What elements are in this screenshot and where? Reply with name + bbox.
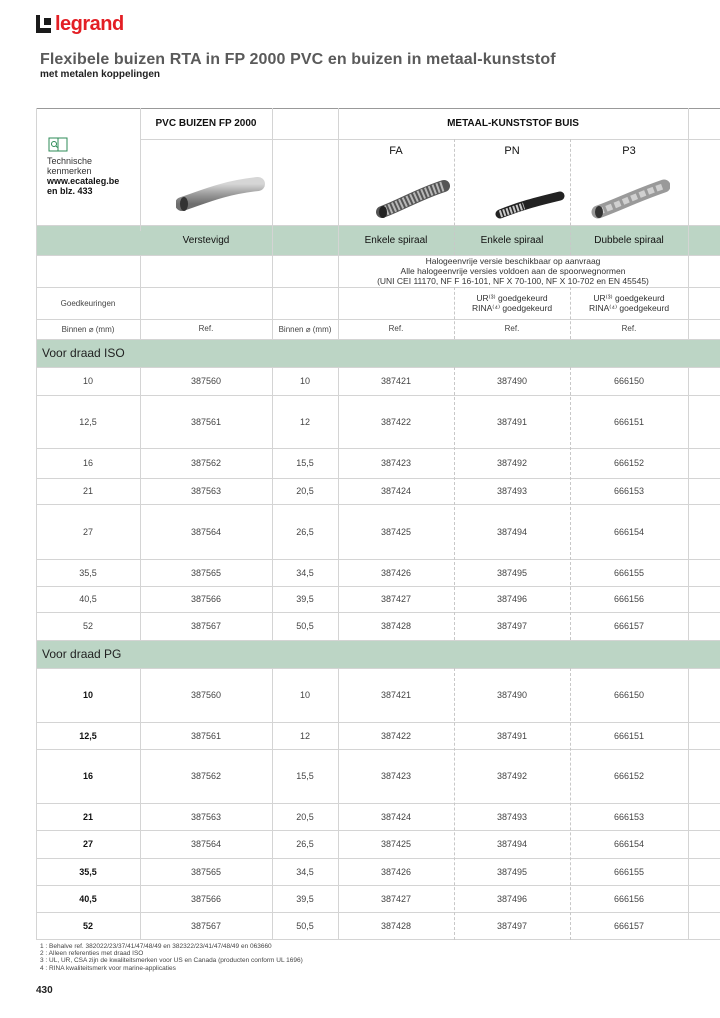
table-cell: 666152 [613, 771, 645, 781]
tech-page: en blz. 433 [47, 186, 93, 196]
table-cell: 666155 [613, 866, 645, 877]
type-pn: Enkele spiraal [480, 234, 544, 246]
colhead-ref-pvc: Ref. [198, 323, 214, 333]
table-cell: 387497 [496, 621, 528, 631]
tech-line-1: Technische [47, 156, 93, 166]
table-cell: 387425 [380, 839, 412, 849]
page-title: Flexibele buizen RTA in FP 2000 PVC en buizen in metaal-kunststof [40, 51, 556, 68]
table-cell: 387490 [496, 376, 528, 386]
header-p3: P3 [622, 145, 636, 157]
table-cell: 666156 [613, 594, 645, 604]
table-cell: 21 [82, 811, 93, 822]
table-cell: 387490 [496, 690, 528, 700]
table-cell: 387496 [496, 893, 528, 904]
page-number: 430 [36, 985, 53, 996]
table-cell: 26,5 [296, 526, 314, 537]
colhead-diameter-metal: Binnen ⌀ (mm) [278, 324, 332, 334]
table-cell: 387493 [496, 486, 528, 496]
type-p3: Dubbele spiraal [594, 234, 664, 246]
table-cell: 39,5 [296, 893, 314, 904]
halogen-line-3: (UNI CEI 11170, NF F 16-101, NF X 70-100, NF X 10-702 en EN 45545) [377, 276, 649, 286]
table-cell: 387566 [190, 893, 222, 904]
table-cell: 666150 [613, 376, 645, 386]
table-cell: 35,5 [79, 567, 97, 578]
table-cell: 387427 [380, 893, 412, 904]
table-cell: 387564 [190, 526, 222, 537]
type-pvc: Verstevigd [182, 234, 230, 246]
product-table [36, 108, 720, 940]
table-cell: 16 [82, 458, 93, 468]
table-cell: 15,5 [296, 771, 314, 781]
table-cell: 387425 [380, 526, 412, 537]
table-cell: 15,5 [296, 458, 314, 468]
table-cell: 387560 [190, 690, 222, 700]
table-cell: 387562 [190, 458, 222, 468]
table-cell: 387426 [380, 567, 412, 578]
table-cell: 12 [299, 730, 310, 741]
header-fa: FA [389, 145, 403, 157]
table-cell: 387494 [496, 526, 528, 537]
pn-conduit-image [490, 182, 568, 222]
tech-line-2: kenmerken [47, 166, 92, 176]
approvals-pn-line-1: UR⁽³⁾ goedgekeurd [476, 293, 548, 303]
table-cell: 666153 [613, 811, 645, 822]
table-cell: 666155 [613, 567, 645, 578]
table-cell: 34,5 [296, 567, 314, 578]
colhead-ref-fa: Ref. [388, 323, 404, 333]
table-cell: 666157 [613, 920, 645, 931]
table-cell: 666153 [613, 486, 645, 496]
table-cell: 27 [82, 526, 93, 537]
brand-name: legrand [55, 13, 124, 35]
table-cell: 387562 [190, 771, 222, 781]
table-cell: 12,5 [79, 416, 97, 427]
table-cell: 387494 [496, 839, 528, 849]
approvals-p3-line-2: RINA⁽⁴⁾ goedgekeurd [588, 303, 670, 313]
page-subtitle: met metalen koppelingen [40, 69, 161, 80]
table-cell: 10 [299, 376, 310, 386]
table-cell: 387421 [380, 376, 412, 386]
footnote-4: 4 : RINA kwaliteitsmerk voor marine-applicaties [40, 964, 176, 972]
table-cell: 666151 [613, 416, 645, 427]
table-cell: 387560 [190, 376, 222, 386]
approvals-label: Goedkeuringen [60, 298, 116, 308]
table-cell: 387495 [496, 866, 528, 877]
table-cell: 50,5 [296, 621, 314, 631]
table-cell: 387567 [190, 621, 222, 631]
table-cell: 666152 [613, 458, 645, 468]
approvals-pn [454, 287, 570, 319]
technical-info [47, 156, 119, 196]
table-cell: 20,5 [296, 811, 314, 822]
table-cell: 387565 [190, 866, 222, 877]
table-cell: 387561 [190, 730, 222, 741]
colhead-ref-pn: Ref. [504, 323, 520, 333]
table-cell: 12,5 [79, 730, 97, 741]
type-fa: Enkele spiraal [364, 234, 428, 246]
colhead-ref-p3: Ref. [621, 323, 637, 333]
table-cell: 387491 [496, 730, 528, 741]
fa-conduit-image [374, 176, 450, 222]
table-cell: 387564 [190, 839, 222, 849]
table-cell: 387566 [190, 594, 222, 604]
table-cell: 387496 [496, 594, 528, 604]
table-cell: 35,5 [79, 866, 97, 877]
header-pvc: PVC BUIZEN FP 2000 [155, 118, 257, 129]
table-cell: 21 [82, 486, 93, 496]
table-cell: 387424 [380, 811, 412, 822]
approvals-p3-line-1: UR⁽³⁾ goedgekeurd [593, 293, 665, 303]
header-metal: METAAL-KUNSTSTOF BUIS [447, 118, 579, 129]
halogen-line-1: Halogeenvrije versie beschikbaar op aanvraag [425, 256, 601, 266]
table-cell: 387567 [190, 920, 222, 931]
table-cell: 20,5 [296, 486, 314, 496]
table-cell: 40,5 [79, 594, 97, 604]
section-title-pg: Voor draad PG [42, 647, 122, 661]
table-cell: 387563 [190, 486, 222, 496]
catalog-book-icon [48, 137, 68, 153]
table-cell: 387428 [380, 621, 412, 631]
section-band-pg [36, 640, 720, 668]
table-cell: 387491 [496, 416, 528, 427]
table-cell: 387492 [496, 458, 528, 468]
table-cell: 387561 [190, 416, 222, 427]
table-cell: 387421 [380, 690, 412, 700]
table-cell: 387497 [496, 920, 528, 931]
table-cell: 387565 [190, 567, 222, 578]
table-cell: 34,5 [296, 866, 314, 877]
p3-conduit-image [590, 174, 670, 222]
footnote-1: 1 : Behalve ref. 382022/23/37/41/47/48/49 en 382322/23/41/47/48/49 en 063660 [40, 943, 272, 950]
table-cell: 26,5 [296, 839, 314, 849]
footnote-2: 2 : Alleen referenties met draad ISO [40, 950, 144, 958]
halogen-note [338, 255, 688, 287]
legrand-mark-icon [36, 15, 51, 33]
table-cell: 387423 [380, 458, 412, 468]
table-cell: 666154 [613, 839, 645, 849]
table-cell: 39,5 [296, 594, 314, 604]
approvals-pn-line-2: RINA⁽⁴⁾ goedgekeurd [471, 303, 553, 313]
legrand-logo [36, 14, 124, 34]
section-band-iso [36, 339, 720, 367]
table-cell: 387427 [380, 594, 412, 604]
table-cell: 666154 [613, 526, 645, 537]
pvc-conduit-image [176, 174, 266, 218]
table-cell: 12 [299, 416, 310, 427]
table-cell: 387493 [496, 811, 528, 822]
table-cell: 27 [82, 839, 93, 849]
table-cell: 16 [82, 771, 93, 781]
table-cell: 387428 [380, 920, 412, 931]
halogen-line-2: Alle halogeenvrije versies voldoen aan de spoorwegnormen [400, 266, 626, 276]
table-cell: 666157 [613, 621, 645, 631]
tech-link[interactable]: www.ecataleg.be [47, 176, 120, 186]
section-title-iso: Voor draad ISO [42, 346, 125, 360]
table-cell: 50,5 [296, 920, 314, 931]
table-cell: 666156 [613, 893, 645, 904]
table-cell: 40,5 [79, 893, 97, 904]
table-cell: 387426 [380, 866, 412, 877]
table-cell: 52 [82, 920, 93, 931]
table-cell: 387492 [496, 771, 528, 781]
footnote-3: 3 : UL, UR, CSA zijn de kwaliteitsmerken voor US en Canada (producten conform UL 1696) [40, 957, 303, 965]
table-cell: 52 [82, 621, 93, 631]
table-cell: 10 [82, 690, 93, 700]
table-cell: 387422 [380, 730, 412, 741]
table-cell: 387423 [380, 771, 412, 781]
table-cell: 387422 [380, 416, 412, 427]
colhead-diameter-pvc: Binnen ⌀ (mm) [61, 324, 115, 334]
table-cell: 10 [82, 376, 93, 386]
table-cell: 10 [299, 690, 310, 700]
header-pn: PN [504, 145, 520, 157]
footnotes [40, 943, 303, 972]
table-cell: 666151 [613, 730, 645, 741]
table-cell: 387424 [380, 486, 412, 496]
approvals-p3 [570, 287, 688, 319]
table-cell: 387563 [190, 811, 222, 822]
table-cell: 387495 [496, 567, 528, 578]
table-cell: 666150 [613, 690, 645, 700]
